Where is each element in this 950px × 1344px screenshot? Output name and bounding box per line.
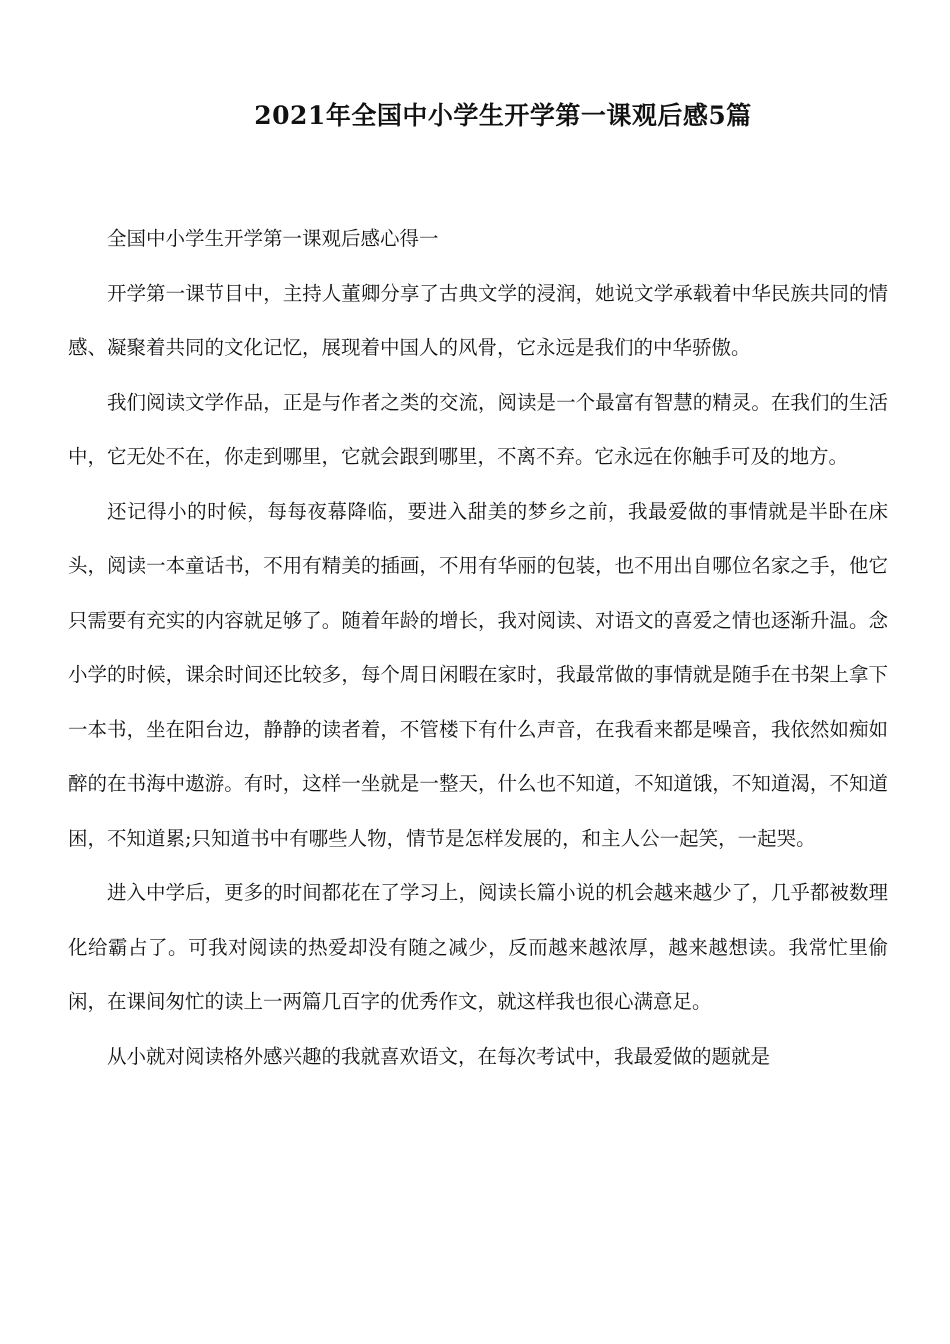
document-title: 2021年全国中小学生开学第一课观后感5篇 [254,101,752,130]
paragraph-2: 我们阅读文学作品，正是与作者之类的交流，阅读是一个最富有智慧的精灵。在我们的生活中，它无处不在，你走到哪里，它就会跟到哪里，不离不弃。它永远在你触手可及的地方。 [68,390,888,468]
paragraph-3: 还记得小的时候，每每夜幕降临，要进入甜美的梦乡之前，我最爱做的事情就是半卧在床头，阅读一本童话书，不用有精美的插画，不用有华丽的包装，也不用出自哪位名家之手，他它只需要有充实的内容就足够了。随着年龄的增长，我对阅读、对语文的喜爱之情也逐渐升温。念小学的时候，课余时间还比较多，每个周日闲暇在家时，我最常做的事情就是随手在书架上拿下一本书，坐在阳台边，静静的读者着，不管楼下有什么声音，在我看来都是噪音，我依然如痴如醉的在书海中遨游。有时，这样一坐就是一整天，什么也不知道，不知道饿，不知道渴，不知道困，不知道累;只知道书中有哪些人物，情节是怎样发展的，和主人公一起笑，一起哭。 [68,499,888,850]
paragraph-4: 进入中学后，更多的时间都花在了学习上，阅读长篇小说的机会越来越少了，几乎都被数理化给霸占了。可我对阅读的热爱却没有随之减少，反而越来越浓厚，越来越想读。我常忙里偷闲，在课间匆忙的读上一两篇几百字的优秀作文，就这样我也很心满意足。 [68,881,888,1013]
document-body [68,212,888,1084]
section-heading: 全国中小学生开学第一课观后感心得一 [107,227,439,250]
paragraph-5: 从小就对阅读格外感兴趣的我就喜欢语文，在每次考试中，我最爱做的题就是 [107,1044,771,1068]
paragraph-1: 开学第一课节目中，主持人董卿分享了古典文学的浸润，她说文学承载着中华民族共同的情感、凝聚着共同的文化记忆，展现着中国人的风骨，它永远是我们的中华骄傲。 [68,281,888,359]
